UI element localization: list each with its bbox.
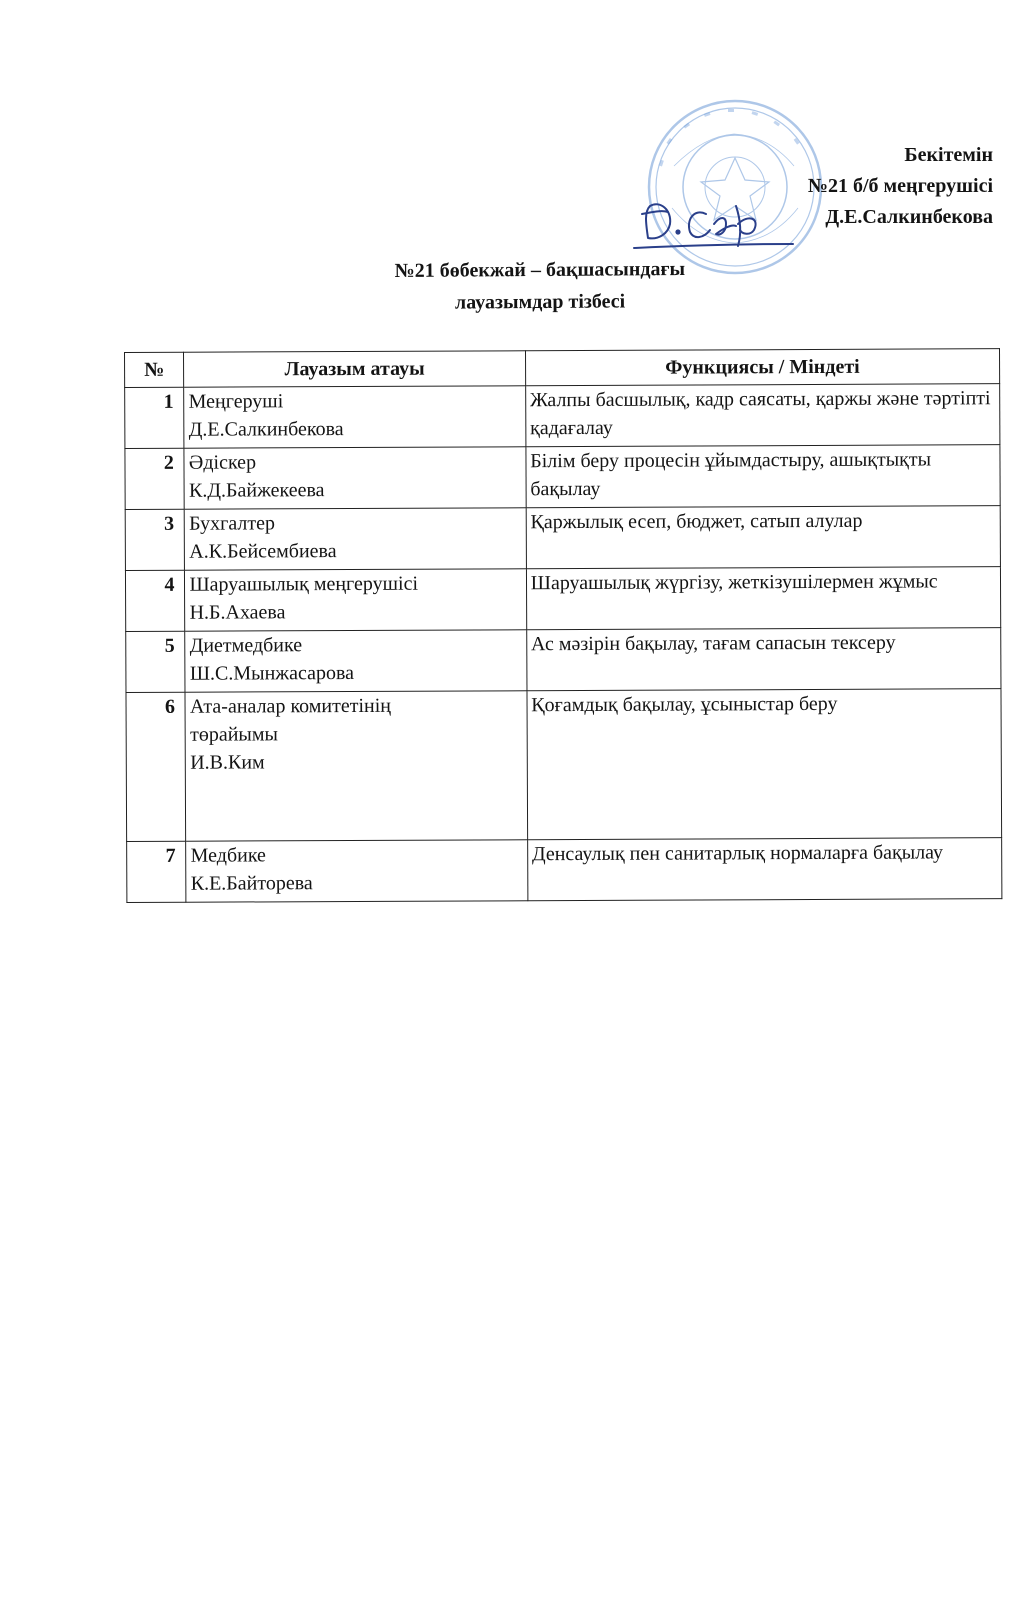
approver-position: №21 б/б меңгерушісі xyxy=(807,175,993,197)
table-row xyxy=(125,506,1000,571)
row-position xyxy=(186,840,528,902)
approval-label: Бекітемін xyxy=(904,144,993,166)
table-row xyxy=(126,689,1002,842)
table-row xyxy=(125,567,1000,632)
row-position xyxy=(185,569,527,631)
position-title-continued: төрайымы xyxy=(190,723,278,746)
row-function: Қаржылық есеп, бюджет, сатып алулар xyxy=(526,506,1001,569)
position-title: Ата-аналар комитетінің xyxy=(189,694,392,718)
position-title: Диетмедбике xyxy=(189,634,303,657)
row-number: 5 xyxy=(126,631,186,692)
row-position xyxy=(185,508,527,570)
row-function: Ас мәзірін бақылау, тағам сапасын тексеру xyxy=(526,628,1001,691)
table-row xyxy=(125,445,1000,510)
position-title: Меңгеруші xyxy=(188,390,284,413)
row-number: 4 xyxy=(125,570,185,631)
row-position xyxy=(184,386,526,448)
header-position-title: Лауазым атауы xyxy=(184,351,525,387)
person-name: Д.Е.Салкинбекова xyxy=(188,418,344,441)
title-line-2: лауазымдар тізбесі xyxy=(454,290,626,314)
person-name: Ш.С.Мынжасарова xyxy=(189,661,355,685)
document-title xyxy=(310,252,770,319)
row-function: Шаруашылық жүргізу, жеткізушілермен жұмыс xyxy=(526,567,1001,630)
person-name: Н.Б.Ахаева xyxy=(189,601,286,624)
position-title: Әдіскер xyxy=(188,451,257,474)
table-row xyxy=(126,628,1001,693)
table-row xyxy=(127,838,1002,903)
header-number: № xyxy=(125,352,185,387)
row-function: Білім беру процесін ұйымдастыру, ашықтықты бақылау xyxy=(526,445,1001,508)
title-line-1: №21 бөбекжай – бақшасындағы xyxy=(394,257,686,283)
row-number: 2 xyxy=(125,448,185,509)
handwritten-signature xyxy=(628,194,798,252)
person-name: И.В.Ким xyxy=(190,751,265,774)
positions-table-wrapper xyxy=(124,348,1002,903)
row-position xyxy=(185,691,527,841)
official-seal-stamp xyxy=(644,96,826,278)
row-position xyxy=(185,630,527,692)
position-title: Бухгалтер xyxy=(189,512,276,535)
table-row xyxy=(125,384,1000,449)
person-name: К.Д.Байжекеева xyxy=(188,479,325,502)
row-position xyxy=(184,447,526,509)
header-function: Функциясы / Міндеті xyxy=(525,349,999,386)
approval-block xyxy=(808,140,993,233)
positions-table xyxy=(124,348,1002,903)
row-function: Денсаулық пен санитарлық нормаларға бақылау xyxy=(527,838,1002,901)
approver-name: Д.Е.Салкинбекова xyxy=(825,206,993,228)
person-name: А.К.Бейсембиева xyxy=(189,540,337,563)
row-number: 6 xyxy=(126,692,186,841)
table-header-row xyxy=(125,349,1000,388)
row-number: 3 xyxy=(125,509,185,570)
position-title: Шаруашылық меңгерушісі xyxy=(189,572,419,596)
row-number: 7 xyxy=(127,841,187,902)
person-name: К.Е.Байторева xyxy=(190,872,313,895)
row-function: Қоғамдық бақылау, ұсыныстар беру xyxy=(527,689,1002,840)
position-title: Медбике xyxy=(190,844,266,867)
row-number: 1 xyxy=(125,387,185,448)
row-function: Жалпы басшылық, кадр саясаты, қаржы және тәртіпті қадағалау xyxy=(525,384,1000,447)
